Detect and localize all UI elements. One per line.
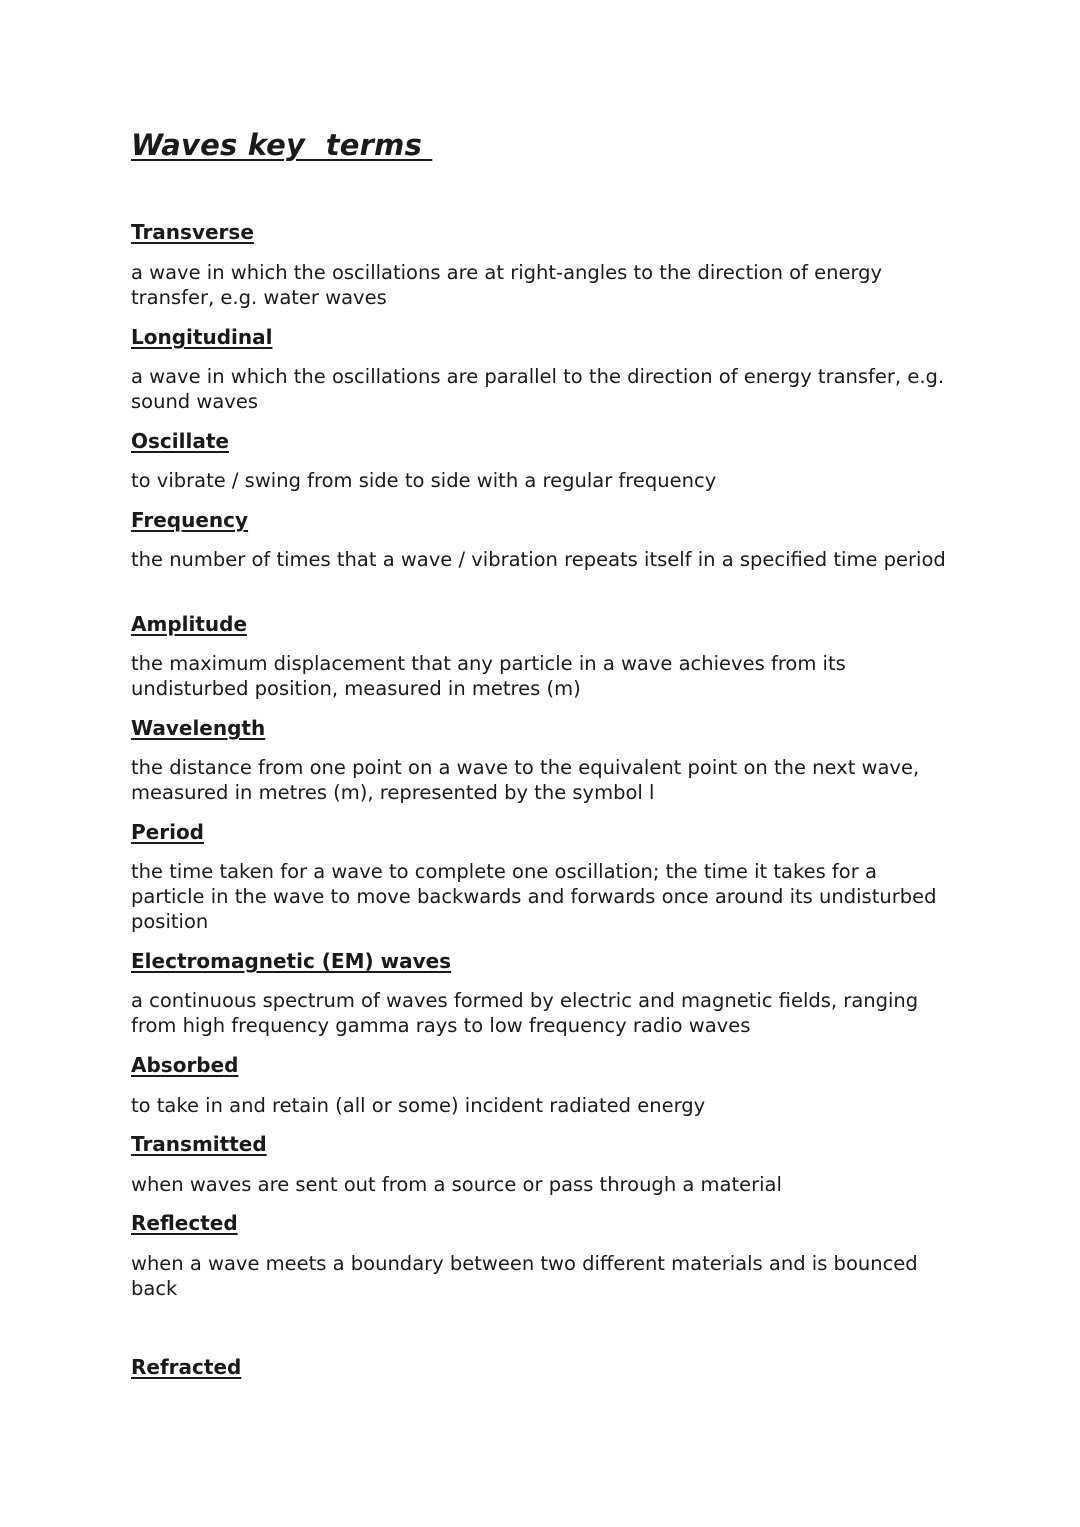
- definition-amplitude: the maximum displacement that any particle in a wave achieves from its undisturbed position, measured in metres (m): [131, 652, 846, 700]
- term-reflected: Reflected: [131, 1211, 238, 1235]
- term-refracted: Refracted: [131, 1355, 242, 1379]
- term-amplitude: Amplitude: [131, 612, 248, 636]
- definition-transverse: a wave in which the oscillations are at right-angles to the direction of energy transfer, e.g. water waves: [131, 261, 883, 309]
- term-oscillate: Oscillate: [131, 429, 229, 453]
- term-electromagnetic-waves: Electromagnetic (EM) waves: [131, 949, 452, 973]
- definition-longitudinal: a wave in which the oscillations are parallel to the direction of energy transfer, e.g. sound waves: [131, 365, 945, 413]
- term-wavelength: Wavelength: [131, 716, 266, 740]
- definition-frequency: the number of times that a wave / vibration repeats itself in a specified time period: [131, 548, 946, 571]
- definition-reflected: when a wave meets a boundary between two different materials and is bounced back: [131, 1252, 918, 1300]
- definition-period: the time taken for a wave to complete one oscillation; the time it takes for a particle in the wave to move backwards and forwards once around its undisturbed position: [131, 860, 937, 933]
- page-title: Waves key terms: [131, 128, 433, 162]
- term-period: Period: [131, 820, 204, 844]
- term-transverse: Transverse: [131, 220, 254, 244]
- term-frequency: Frequency: [131, 508, 249, 532]
- definition-oscillate: to vibrate / swing from side to side with a regular frequency: [131, 469, 717, 492]
- definition-electromagnetic-waves: a continuous spectrum of waves formed by electric and magnetic fields, ranging from high frequency gamma rays to low frequency radio waves: [131, 989, 919, 1037]
- definition-absorbed: to take in and retain (all or some) incident radiated energy: [131, 1094, 706, 1117]
- term-transmitted: Transmitted: [131, 1132, 267, 1156]
- definition-transmitted: when waves are sent out from a source or pass through a material: [131, 1173, 782, 1196]
- term-longitudinal: Longitudinal: [131, 325, 273, 349]
- term-absorbed: Absorbed: [131, 1053, 239, 1077]
- definition-wavelength: the distance from one point on a wave to the equivalent point on the next wave, measured in metres (m), represented by the symbol l: [131, 756, 920, 804]
